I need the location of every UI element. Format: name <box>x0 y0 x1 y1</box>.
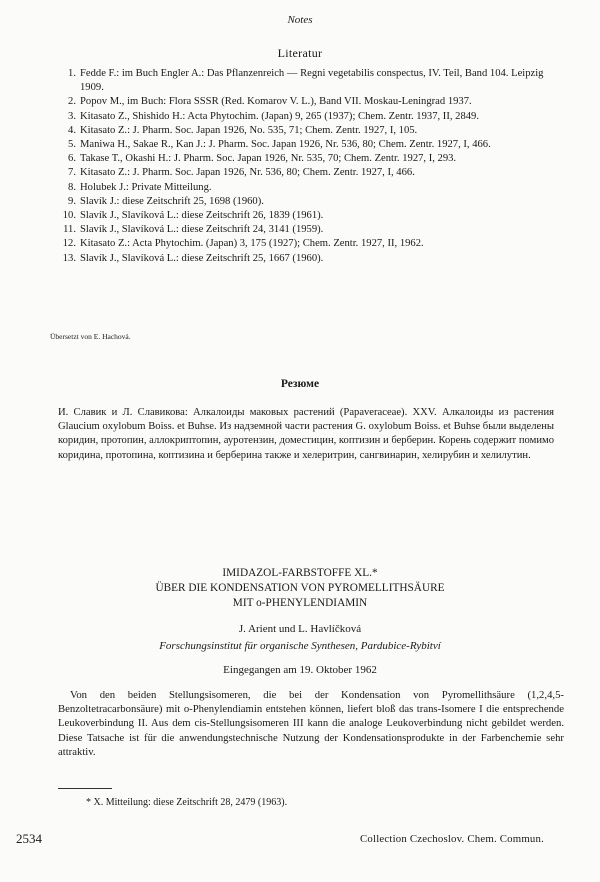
reference-item <box>58 95 558 109</box>
reference-item <box>58 124 558 138</box>
reference-number: 4. <box>68 124 76 136</box>
reference-item <box>58 110 558 124</box>
reference-text: Kitasato Z., Shishido H.: Acta Phytochim. (Japan) 9, 265 (1937); Chem. Zentr. 1937, II, 2849. <box>80 110 479 122</box>
reference-text: Holubek J.: Private Mitteilung. <box>80 181 212 193</box>
reference-number: 7. <box>68 167 76 179</box>
article-title-line: IMIDAZOL-FARBSTOFFE XL.* <box>222 567 378 579</box>
footnote: * X. Mitteilung: diese Zeitschrift 28, 2479 (1963). <box>86 797 288 808</box>
reference-item <box>58 223 558 237</box>
reference-text: Kitasato Z.: J. Pharm. Soc. Japan 1926, No. 535, 71; Chem. Zentr. 1927, I, 105. <box>80 124 418 136</box>
reference-number: 2. <box>68 96 76 108</box>
resume-paragraph: И. Славик и Л. Славикова: Алкалоиды маковых растений (Papaveraceae). XXV. Алкалоиды из растения Glaucium oxylobum Boiss. et Buhse. Из надземной части растения G. oxylobum Boiss. et Buhse были выделены коридин, протопин, аллокриптопин, ауротензин, доместицин, коптизин и берберин. Корень содержит помимо коридина, протопина, коптизина и берберина также и хелеритрин, сангвинарин, хелирубин и хелилутин. <box>58 407 554 461</box>
article-institute: Forschungsinstitut für organische Synthesen, Pardubice-Rybitví <box>159 640 441 652</box>
reference-text: Kitasato Z.: Acta Phytochim. (Japan) 3, 175 (1927); Chem. Zentr. 1927, II, 1962. <box>80 238 424 250</box>
translator-note: Übersetzt von E. Hachová. <box>50 332 131 341</box>
article-title-line: MIT o-PHENYLENDIAMIN <box>232 597 368 609</box>
reference-item <box>58 252 558 266</box>
article-abstract: Von den beiden Stellungsisomeren, die bei der Kondensation von Pyromellithsäure (1,2,4,5-Benzoltetracarbonsäure) mit o-Phenylendiamin entstehen können, liefert bloß das trans-Isomere I die entsprechende Leukoverbindung II. Aus dem cis-Stellungsisomeren III kann die analoge Leukoverbindung nicht gebildet werden. Diese Tatsache ist für die anwendungstechnische Nutzung der Kondensationsprodukte in der Farbenchemie sehr attraktiv. <box>58 689 564 758</box>
reference-text: Slavík J., Slavíková L.: diese Zeitschrift 24, 3141 (1959). <box>80 224 324 236</box>
page-number: 2534 <box>16 831 42 846</box>
reference-item <box>58 195 558 209</box>
reference-list <box>58 67 558 266</box>
resume-heading: Резюме <box>280 378 320 390</box>
reference-item <box>58 166 558 180</box>
reference-number: 11. <box>63 224 76 236</box>
reference-number: 9. <box>68 195 76 207</box>
reference-number: 1. <box>68 68 76 79</box>
journal-name: Collection Czechoslov. Chem. Commun. <box>360 833 545 845</box>
reference-text: Maniwa H., Sakae R., Kan J.: J. Pharm. Soc. Japan 1926, Nr. 536, 80; Chem. Zentr. 1927, I, 466. <box>80 139 491 151</box>
article-title-line: ÜBER DIE KONDENSATION VON PYROMELLITHSÄURE <box>155 582 445 594</box>
reference-number: 3. <box>68 110 76 122</box>
footnote-rule <box>58 788 112 789</box>
reference-text: Kitasato Z.: J. Pharm. Soc. Japan 1926, Nr. 536, 80; Chem. Zentr. 1927, I, 466. <box>80 167 415 179</box>
literature-heading: Literatur <box>277 46 323 60</box>
article-authors: J. Arient und L. Havlíčková <box>238 623 362 635</box>
reference-number: 10. <box>62 210 76 222</box>
reference-number: 8. <box>68 181 76 193</box>
reference-number: 13. <box>62 252 76 264</box>
reference-number: 5. <box>68 139 76 151</box>
reference-item <box>58 181 558 195</box>
reference-text: Slavík J.: diese Zeitschrift 25, 1698 (1960). <box>80 195 264 207</box>
reference-item <box>58 209 558 223</box>
reference-text: Takase T., Okashi H.: J. Pharm. Soc. Japan 1926, Nr. 535, 70; Chem. Zentr. 1927, I, 293. <box>80 153 457 165</box>
reference-text: Slavík J., Slavíková L.: diese Zeitschrift 26, 1839 (1961). <box>80 210 324 222</box>
running-header: Notes <box>287 14 313 26</box>
reference-item <box>58 237 558 251</box>
reference-text: Slavík J., Slavíková L.: diese Zeitschrift 25, 1667 (1960). <box>80 252 324 264</box>
reference-number: 6. <box>68 153 76 165</box>
reference-item <box>58 138 558 152</box>
article-title <box>0 566 600 611</box>
received-date: Eingegangen am 19. Oktober 1962 <box>223 664 377 676</box>
reference-text: Fedde F.: im Buch Engler A.: Das Pflanzenreich — Regni vegetabilis conspectus, IV. Teil, Band 104. Leipzig 1909. <box>80 68 544 94</box>
reference-number: 12. <box>62 238 76 250</box>
reference-item <box>58 67 558 95</box>
reference-text: Popov M., im Buch: Flora SSSR (Red. Komarov V. L.), Band VII. Moskau-Leningrad 1937. <box>80 96 472 108</box>
reference-item <box>58 152 558 166</box>
